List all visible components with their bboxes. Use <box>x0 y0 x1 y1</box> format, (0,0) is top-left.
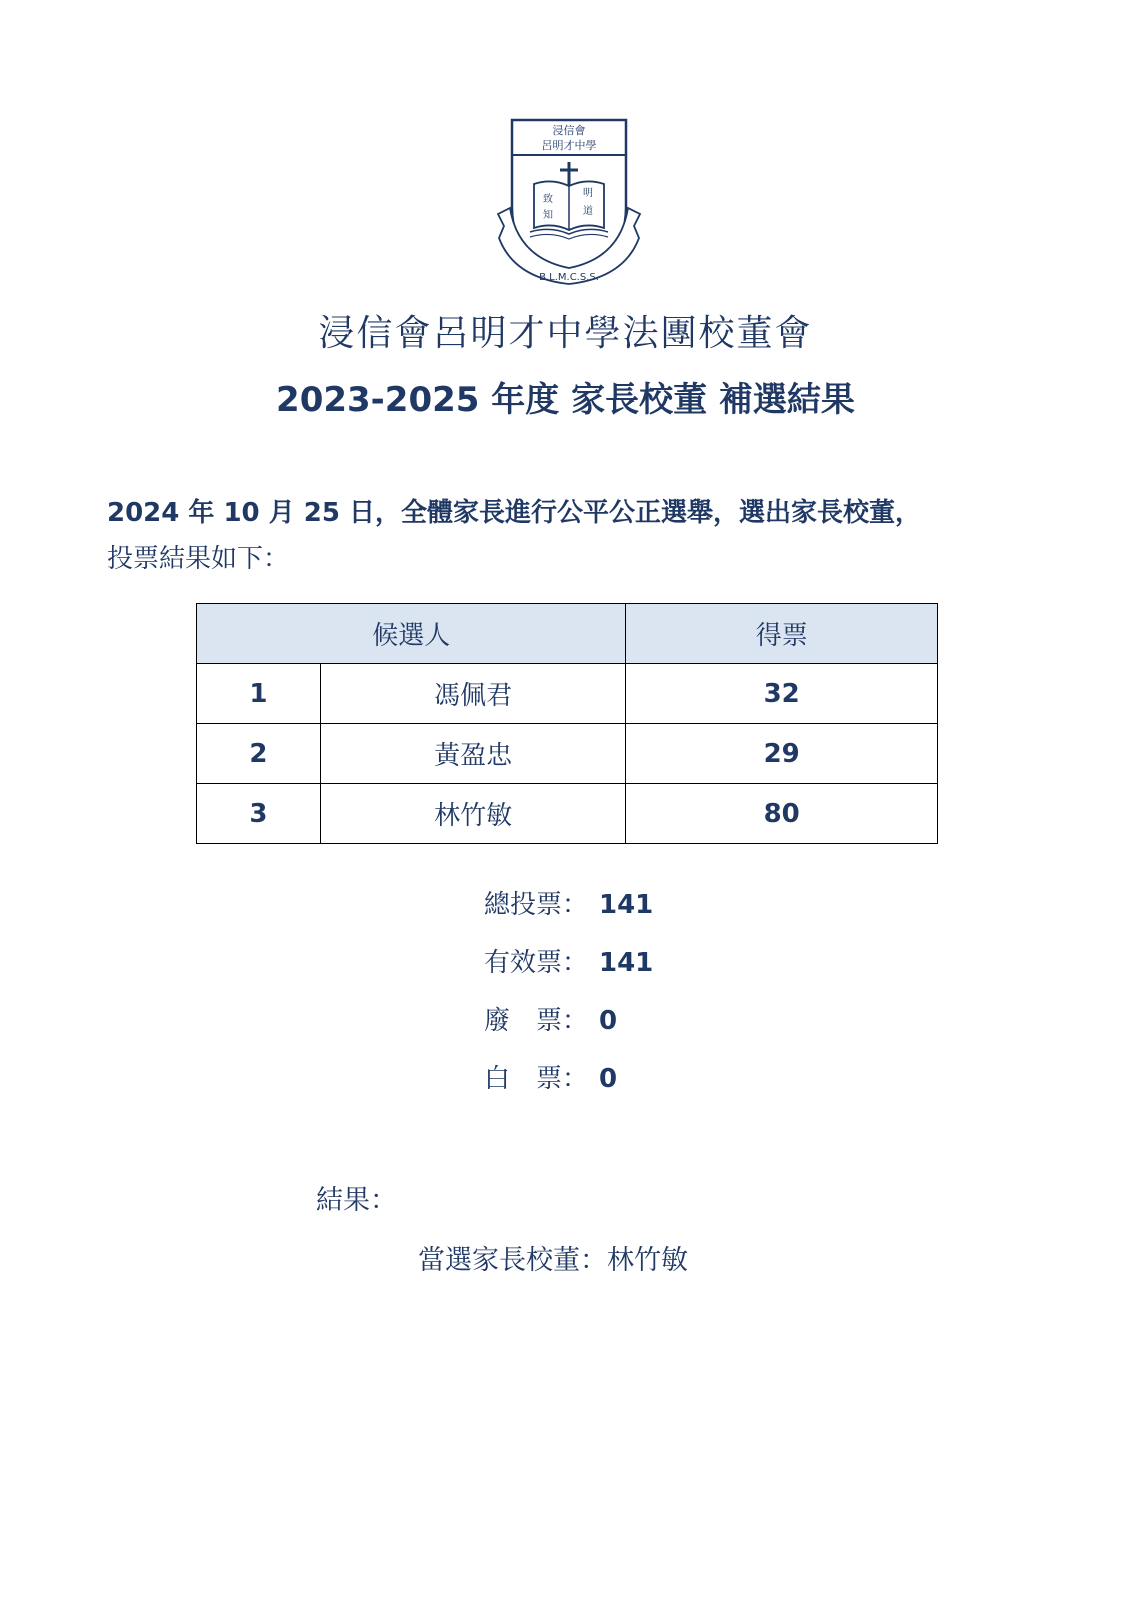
vote-count: 29 <box>626 724 938 784</box>
row-number: 2 <box>197 724 321 784</box>
crest-ribbon-text: B.L.M.C.S.S. <box>539 272 599 283</box>
candidate-name: 馮佩君 <box>320 664 626 724</box>
stat-blank <box>484 1059 653 1117</box>
crest-top-line1: 浸信會 <box>552 124 586 137</box>
header-candidate: 候選人 <box>197 604 626 664</box>
stat-valid-label: 有效票： <box>484 948 589 978</box>
stat-spoiled-value: 0 <box>599 1006 618 1036</box>
intro-paragraph <box>107 490 1027 582</box>
stat-valid <box>484 943 653 1001</box>
vote-count: 32 <box>626 664 938 724</box>
header-votes: 得票 <box>626 604 938 664</box>
crest-top-line2: 呂明才中學 <box>541 139 597 152</box>
stat-spoiled <box>484 1001 653 1059</box>
vote-statistics <box>484 885 653 1117</box>
winner-label: 當選家長校董： <box>418 1245 607 1276</box>
stat-blank-label: 白 票： <box>484 1064 589 1094</box>
page-title: 浸信會呂明才中學法團校董會 <box>318 313 813 354</box>
table-row <box>197 724 938 784</box>
stat-spoiled-label: 廢 票： <box>484 1006 589 1036</box>
candidate-name: 黃盈忠 <box>320 724 626 784</box>
vote-count: 80 <box>626 784 938 844</box>
table-row <box>197 664 938 724</box>
stat-total-value: 141 <box>599 890 654 920</box>
stat-blank-value: 0 <box>599 1064 618 1094</box>
page-subtitle: 2023-2025 年度 家長校董 補選結果 <box>276 380 855 420</box>
school-crest-logo <box>496 118 642 286</box>
crest-book-right: 明道 <box>583 188 593 217</box>
result-winner <box>418 1238 688 1277</box>
stat-total-label: 總投票： <box>484 890 589 920</box>
crest-book-left: 致知 <box>543 194 553 221</box>
intro-line2: 投票結果如下： <box>107 544 290 574</box>
table-header-row <box>197 604 938 664</box>
intro-line1: 2024 年 10 月 25 日，全體家長進行公平公正選舉，選出家長校董， <box>107 498 921 528</box>
stat-total <box>484 885 653 943</box>
row-number: 1 <box>197 664 321 724</box>
open-book-icon <box>530 181 608 239</box>
stat-valid-value: 141 <box>599 948 654 978</box>
result-label: 結果： <box>316 1185 397 1216</box>
results-table <box>196 603 938 844</box>
candidate-name: 林竹敏 <box>320 784 626 844</box>
table-row <box>197 784 938 844</box>
row-number: 3 <box>197 784 321 844</box>
winner-name: 林竹敏 <box>607 1245 688 1276</box>
